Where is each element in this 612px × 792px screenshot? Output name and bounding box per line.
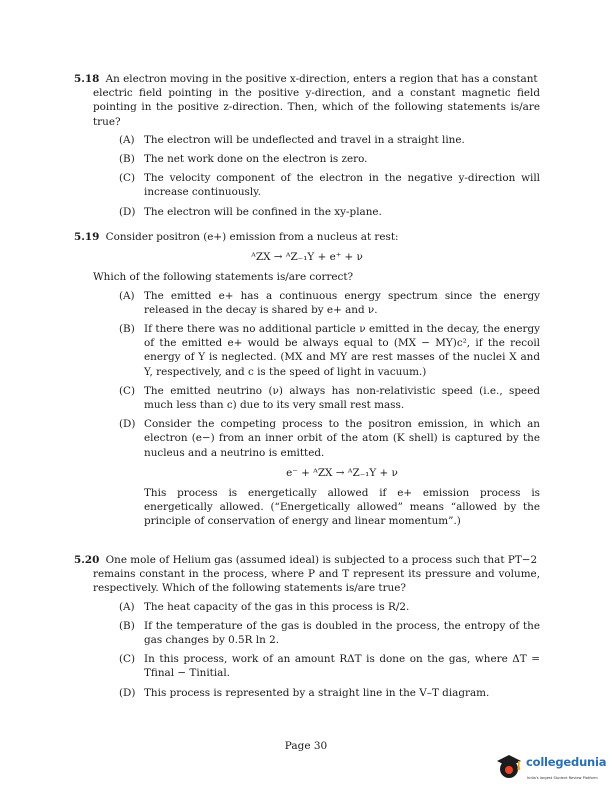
question-text-rest: electric field pointing in the positive y-direction, and a constant magnetic field pointing in the positive z-direction. Then, which of the following statements is/are true?	[93, 87, 540, 128]
options-list	[74, 600, 540, 700]
question-5-20-stem	[74, 553, 540, 567]
option-d: (D) This process is represented by a straight line in the V–T diagram.	[119, 686, 490, 699]
electron-capture-equation: e⁻ + ᴬZX → ᴬZ₋₁Y + ν	[286, 466, 398, 479]
options-list	[74, 133, 540, 219]
question-5-18	[74, 72, 540, 224]
collegedunia-logo	[494, 752, 607, 782]
option-a: (A) The heat capacity of the gas in this process is R/2.	[119, 600, 410, 613]
option-b: (B) The net work done on the electron is zero.	[119, 153, 368, 166]
question-5-19	[74, 230, 540, 534]
question-5-18-stem	[74, 72, 540, 86]
question-5-19-stem	[74, 230, 540, 244]
question-number: 5.18	[74, 73, 100, 85]
question-number: 5.20	[74, 554, 100, 566]
page-number: Page 30	[284, 740, 328, 752]
option-a: (A) The emitted e+ has a continuous energy spectrum since the energy released in the decay is shared by e+ and ν.	[119, 289, 540, 316]
options-list	[74, 289, 540, 529]
logo-name: collegedunia	[526, 755, 607, 769]
question-text-line1: An electron moving in the positive x-direction, enters a region that has a constant	[105, 73, 538, 85]
option-a: (A) The electron will be undeflected and travel in a straight line.	[119, 133, 465, 146]
option-d: (D) The electron will be confined in the xy-plane.	[119, 205, 382, 218]
option-c: (C) The emitted neutrino (ν) always has non-relativistic speed (i.e., speed much less than c) due to its very small rest mass.	[119, 384, 540, 412]
question-number: 5.19	[74, 231, 100, 243]
decay-equation: ᴬZX → ᴬZ₋₁Y + e⁺ + ν	[251, 251, 363, 264]
option-b: (B) If the temperature of the gas is doubled in the process, the entropy of the gas changes by 0.5R ln 2.	[119, 619, 540, 647]
option-c: (C) The velocity component of the electron in the negative y-direction will increase continuously.	[119, 172, 540, 199]
option-d: (D) Consider the competing process to the positron emission, in which an electron (e−) from an inner orbit of the atom (K shell) is captured by the nucleus and a neutrino is emitted. e⁻ + ᴬZX → ᴬZ₋₁Y + ν This process is energetically allowed if e+ emission process is energetically allowed. (“Energetically allowed” means “allowed by the principle of conservation of energy and linear momentum”.)	[119, 418, 540, 528]
question-text-rest: remains constant in the process, where P and T represent its pressure and volume, respectively. Which of the following statements is/are true?	[93, 568, 540, 595]
question-5-20	[74, 553, 540, 705]
graduation-cap-icon	[494, 752, 524, 782]
question-prompt: Which of the following statements is/are correct?	[93, 271, 354, 284]
option-d-note: This process is energetically allowed if e+ emission process is energetically allowed. (“Energetically allowed” means “allowed by the principle of conservation of energy and linear momentum”.)	[144, 487, 540, 528]
option-c: (C) In this process, work of an amount RΔT is done on the gas, where ΔT = Tfinal − Tinitial.	[119, 653, 540, 680]
question-text-line1: One mole of Helium gas (assumed ideal) is subjected to a process such that PT−2	[105, 554, 538, 566]
option-b: (B) If there there was no additional particle ν emitted in the decay, the energy of the emitted e+ would be always equal to (MX − MY)c², if the recoil energy of Y is neglected. (MX and MY are rest masses of the nuclei X and Y, respectively, and c is the speed of light in vacuum.)	[119, 323, 540, 378]
question-text: Consider positron (e+) emission from a nucleus at rest:	[105, 231, 399, 243]
logo-tagline: India's largest Student Review Platform	[527, 776, 598, 780]
